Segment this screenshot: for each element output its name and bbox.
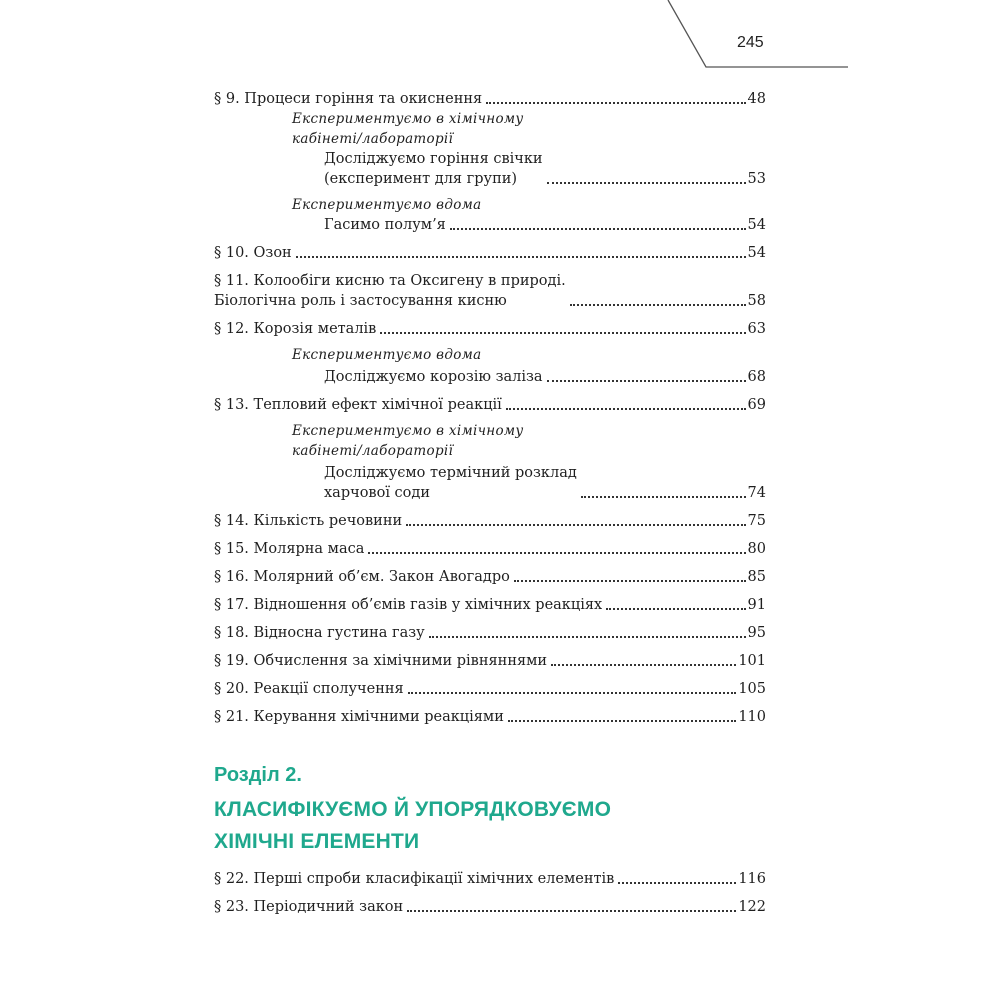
subheading-lab-experiment: Експериментуємо в хімічному кабінеті/лабораторії (292, 111, 524, 147)
toc-subentry-flame[interactable]: Гасимо полум’я 54 (324, 217, 766, 233)
page-number: 245 (737, 34, 764, 51)
table-of-contents (214, 87, 766, 727)
subheading-lab-experiment: Експериментуємо в хімічному кабінеті/лабораторії (292, 423, 524, 459)
toc-entry-14[interactable]: § 14. Кількість речовини 75 (214, 513, 766, 529)
toc-entry-12[interactable]: § 12. Корозія металів 63 (214, 321, 766, 337)
page-ref: 122 (738, 899, 766, 915)
page-ref: 91 (747, 597, 766, 613)
toc-entry-20[interactable]: § 20. Реакції сполучення 105 (214, 681, 766, 697)
page-ref: 101 (738, 653, 766, 669)
page-ref: 80 (747, 541, 766, 557)
page-corner-decoration (0, 0, 1000, 90)
toc-entry-22[interactable]: § 22. Перші спроби класифікації хімічних елементів 116 (214, 871, 766, 887)
page-ref: 69 (747, 397, 766, 413)
toc-entry-10[interactable]: § 10. Озон 54 (214, 245, 766, 261)
toc-entry-15[interactable]: § 15. Молярна маса 80 (214, 541, 766, 557)
toc-entry-17[interactable]: § 17. Відношення об’ємів газів у хімічних реакціях 91 (214, 597, 766, 613)
page-ref: 110 (738, 709, 766, 725)
section-label: Розділ 2. (214, 764, 302, 786)
toc-entry-9[interactable]: § 9. Процеси горіння та окиснення 48 (214, 91, 766, 107)
toc-entry-21[interactable]: § 21. Керування хімічними реакціями 110 (214, 709, 766, 725)
page-ref: 53 (747, 171, 766, 187)
subheading-home-experiment: Експериментуємо вдома (292, 197, 482, 213)
toc-entry-19[interactable]: § 19. Обчислення за хімічними рівняннями 101 (214, 653, 766, 669)
toc-entry-13[interactable]: § 13. Тепловий ефект хімічної реакції 69 (214, 397, 766, 413)
page-ref: 116 (738, 871, 766, 887)
page-ref: 75 (747, 513, 766, 529)
toc-entry-16[interactable]: § 16. Молярний об’єм. Закон Авогадро 85 (214, 569, 766, 585)
toc-subentry-soda[interactable]: Досліджуємо термічний розклад харчової соди 74 (324, 465, 766, 501)
page-ref: 85 (747, 569, 766, 585)
subheading-home-experiment: Експериментуємо вдома (292, 347, 482, 363)
page-ref: 54 (747, 217, 766, 233)
page-ref: 58 (747, 293, 766, 309)
page-ref: 54 (747, 245, 766, 261)
toc-subentry-corrosion[interactable]: Досліджуємо корозію заліза 68 (324, 369, 766, 385)
toc-entry-23[interactable]: § 23. Періодичний закон 122 (214, 899, 766, 915)
page-ref: 63 (747, 321, 766, 337)
page-ref: 95 (747, 625, 766, 641)
page-ref: 74 (747, 485, 766, 501)
section-title: КЛАСИФІКУЄМО Й УПОРЯДКОВУЄМО ХІМІЧНІ ЕЛЕМЕНТИ (214, 798, 612, 853)
page-ref: 48 (747, 91, 766, 107)
toc-entry-18[interactable]: § 18. Відносна густина газу 95 (214, 625, 766, 641)
page-ref: 68 (747, 369, 766, 385)
page-ref: 105 (738, 681, 766, 697)
table-of-contents-section-2 (214, 869, 766, 917)
toc-subentry-candle[interactable]: Досліджуємо горіння свічки (експеримент для групи) 53 (324, 151, 766, 187)
toc-entry-11[interactable]: § 11. Колообіги кисню та Оксигену в природі. Біологічна роль і застосування кисню 58 (214, 273, 766, 309)
